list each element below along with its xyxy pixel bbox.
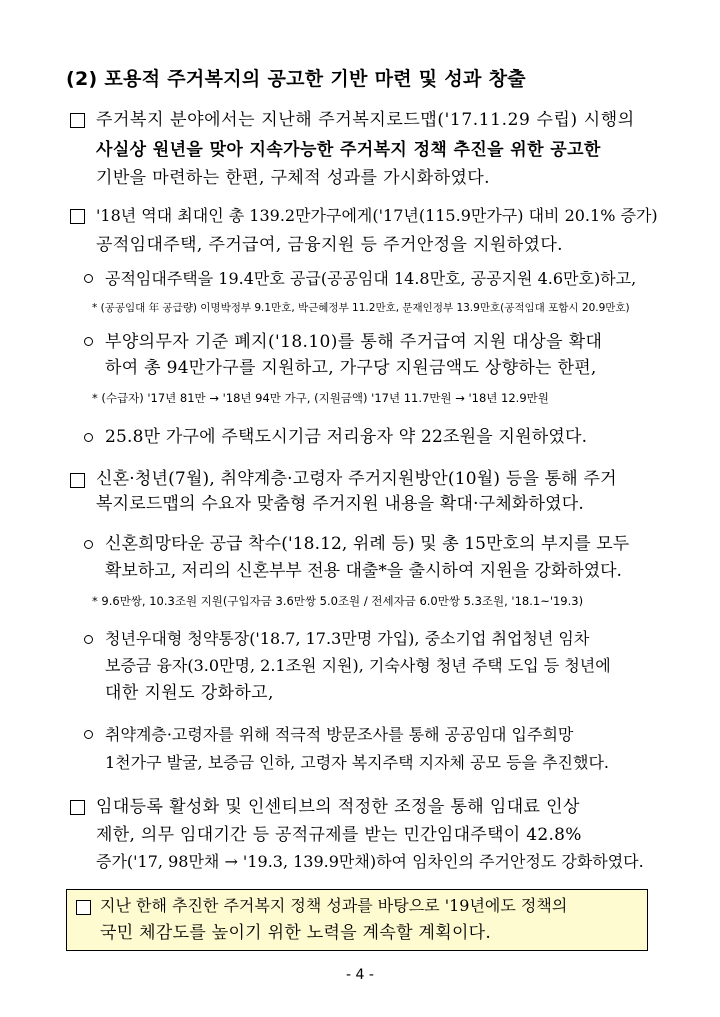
circle-bullet-icon	[84, 274, 93, 283]
bullet-line: 보증금 융자(3.0만명, 2.1조원 지원), 기숙사형 청년 주택 도입 등 청년에	[105, 656, 611, 675]
circle-bullet-icon	[84, 337, 93, 346]
paragraph-line: 임대등록 활성화 및 인센티브의 적정한 조정을 통해 임대료 인상	[96, 797, 580, 817]
bullet-line: 확보하고, 저리의 신혼부부 전용 대출*을 출시하여 지원을 강화하였다.	[105, 561, 622, 581]
circle-bullet-icon	[84, 540, 93, 549]
bullet-line: 공적임대주택을 19.4만호 공급(공공임대 14.8만호, 공공지원 4.6만호)하고,	[105, 269, 637, 288]
paragraph-line: 사실상 원년을 맞아 지속가능한 주거복지 정책 추진을 위한 공고한	[96, 140, 601, 160]
paragraph-line: 증가('17, 98만채 → '19.3, 139.9만채)하여 임차인의 주거안정도 강화하였다.	[96, 852, 644, 871]
bullet-line: 대한 지원도 강화하고,	[105, 683, 274, 703]
square-bullet-icon	[70, 209, 85, 224]
bullet-line: 신혼희망타운 공급 착수('18.12, 위례 등) 및 총 15만호의 부지를 모두	[105, 534, 630, 554]
paragraph-line: 신혼·청년(7월), 취약계층·고령자 주거지원방안(10월) 등을 통해 주거	[96, 469, 617, 489]
circle-bullet-icon	[84, 730, 93, 739]
paragraph-line: 기반을 마련하는 한편, 구체적 성과를 가시화하였다.	[96, 168, 490, 188]
bullet-line: 부양의무자 기준 폐지('18.10)를 통해 주거급여 지원 대상을 확대	[105, 332, 603, 352]
paragraph-line: 공적임대주택, 주거급여, 금융지원 등 주거안정을 지원하였다.	[96, 235, 563, 255]
bullet-line: 1천가구 발굴, 보증금 인하, 고령자 복지주택 지자체 공모 등을 추진했다.	[105, 753, 609, 772]
footnote: * 9.6만쌍, 10.3조원 지원(구입자금 3.6만쌍 5.0조원 / 전세자금 6.0만쌍 5.3조원, '18.1~'19.3)	[92, 594, 584, 608]
conclusion-line: 국민 체감도를 높이기 위한 노력을 계속할 계획이다.	[100, 923, 492, 943]
circle-bullet-icon	[84, 635, 93, 644]
square-bullet-icon	[76, 900, 91, 915]
square-bullet-icon	[70, 473, 85, 488]
paragraph-line: 주거복지 분야에서는 지난해 주거복지로드맵('17.11.29 수립) 시행의	[96, 110, 635, 130]
paragraph-line: 복지로드맵의 수요자 맞춤형 주거지원 내용을 확대·구체화하였다.	[96, 494, 585, 514]
page-number: - 4 -	[346, 967, 374, 983]
footnote: * (수급자) '17년 81만 → '18년 94만 가구, (지원금액) '17년 11.7만원 → '18년 12.9만원	[92, 391, 549, 405]
paragraph-line: 제한, 의무 임대기간 등 공적규제를 받는 민간임대주택이 42.8%	[96, 825, 582, 845]
bullet-line: 청년우대형 청약통장('18.7, 17.3만명 가입), 중소기업 취업청년 임차	[105, 629, 590, 648]
paragraph-line: '18년 역대 최대인 총 139.2만가구에게('17년(115.9만가구) 대비 20.1% 증가)	[96, 206, 658, 225]
footnote: * (공공임대 年 공급량) 이명박정부 9.1만호, 박근혜정부 11.2만호, 문재인정부 13.9만호(공적임대 포함시 20.9만호)	[92, 302, 630, 314]
bullet-line: 하여 총 94만가구를 지원하고, 가구당 지원금액도 상향하는 한편,	[105, 358, 597, 378]
bullet-line: 취약계층·고령자를 위해 적극적 방문조사를 통해 공공임대 입주희망	[105, 725, 574, 744]
square-bullet-icon	[70, 113, 85, 128]
bullet-line: 25.8만 가구에 주택도시기금 저리융자 약 22조원을 지원하였다.	[105, 427, 588, 447]
circle-bullet-icon	[84, 433, 93, 442]
section-heading: (2) 포용적 주거복지의 공고한 기반 마련 및 성과 창출	[66, 68, 526, 90]
square-bullet-icon	[70, 800, 85, 815]
conclusion-line: 지난 한해 추진한 주거복지 정책 성과를 바탕으로 '19년에도 정책의	[100, 896, 568, 915]
